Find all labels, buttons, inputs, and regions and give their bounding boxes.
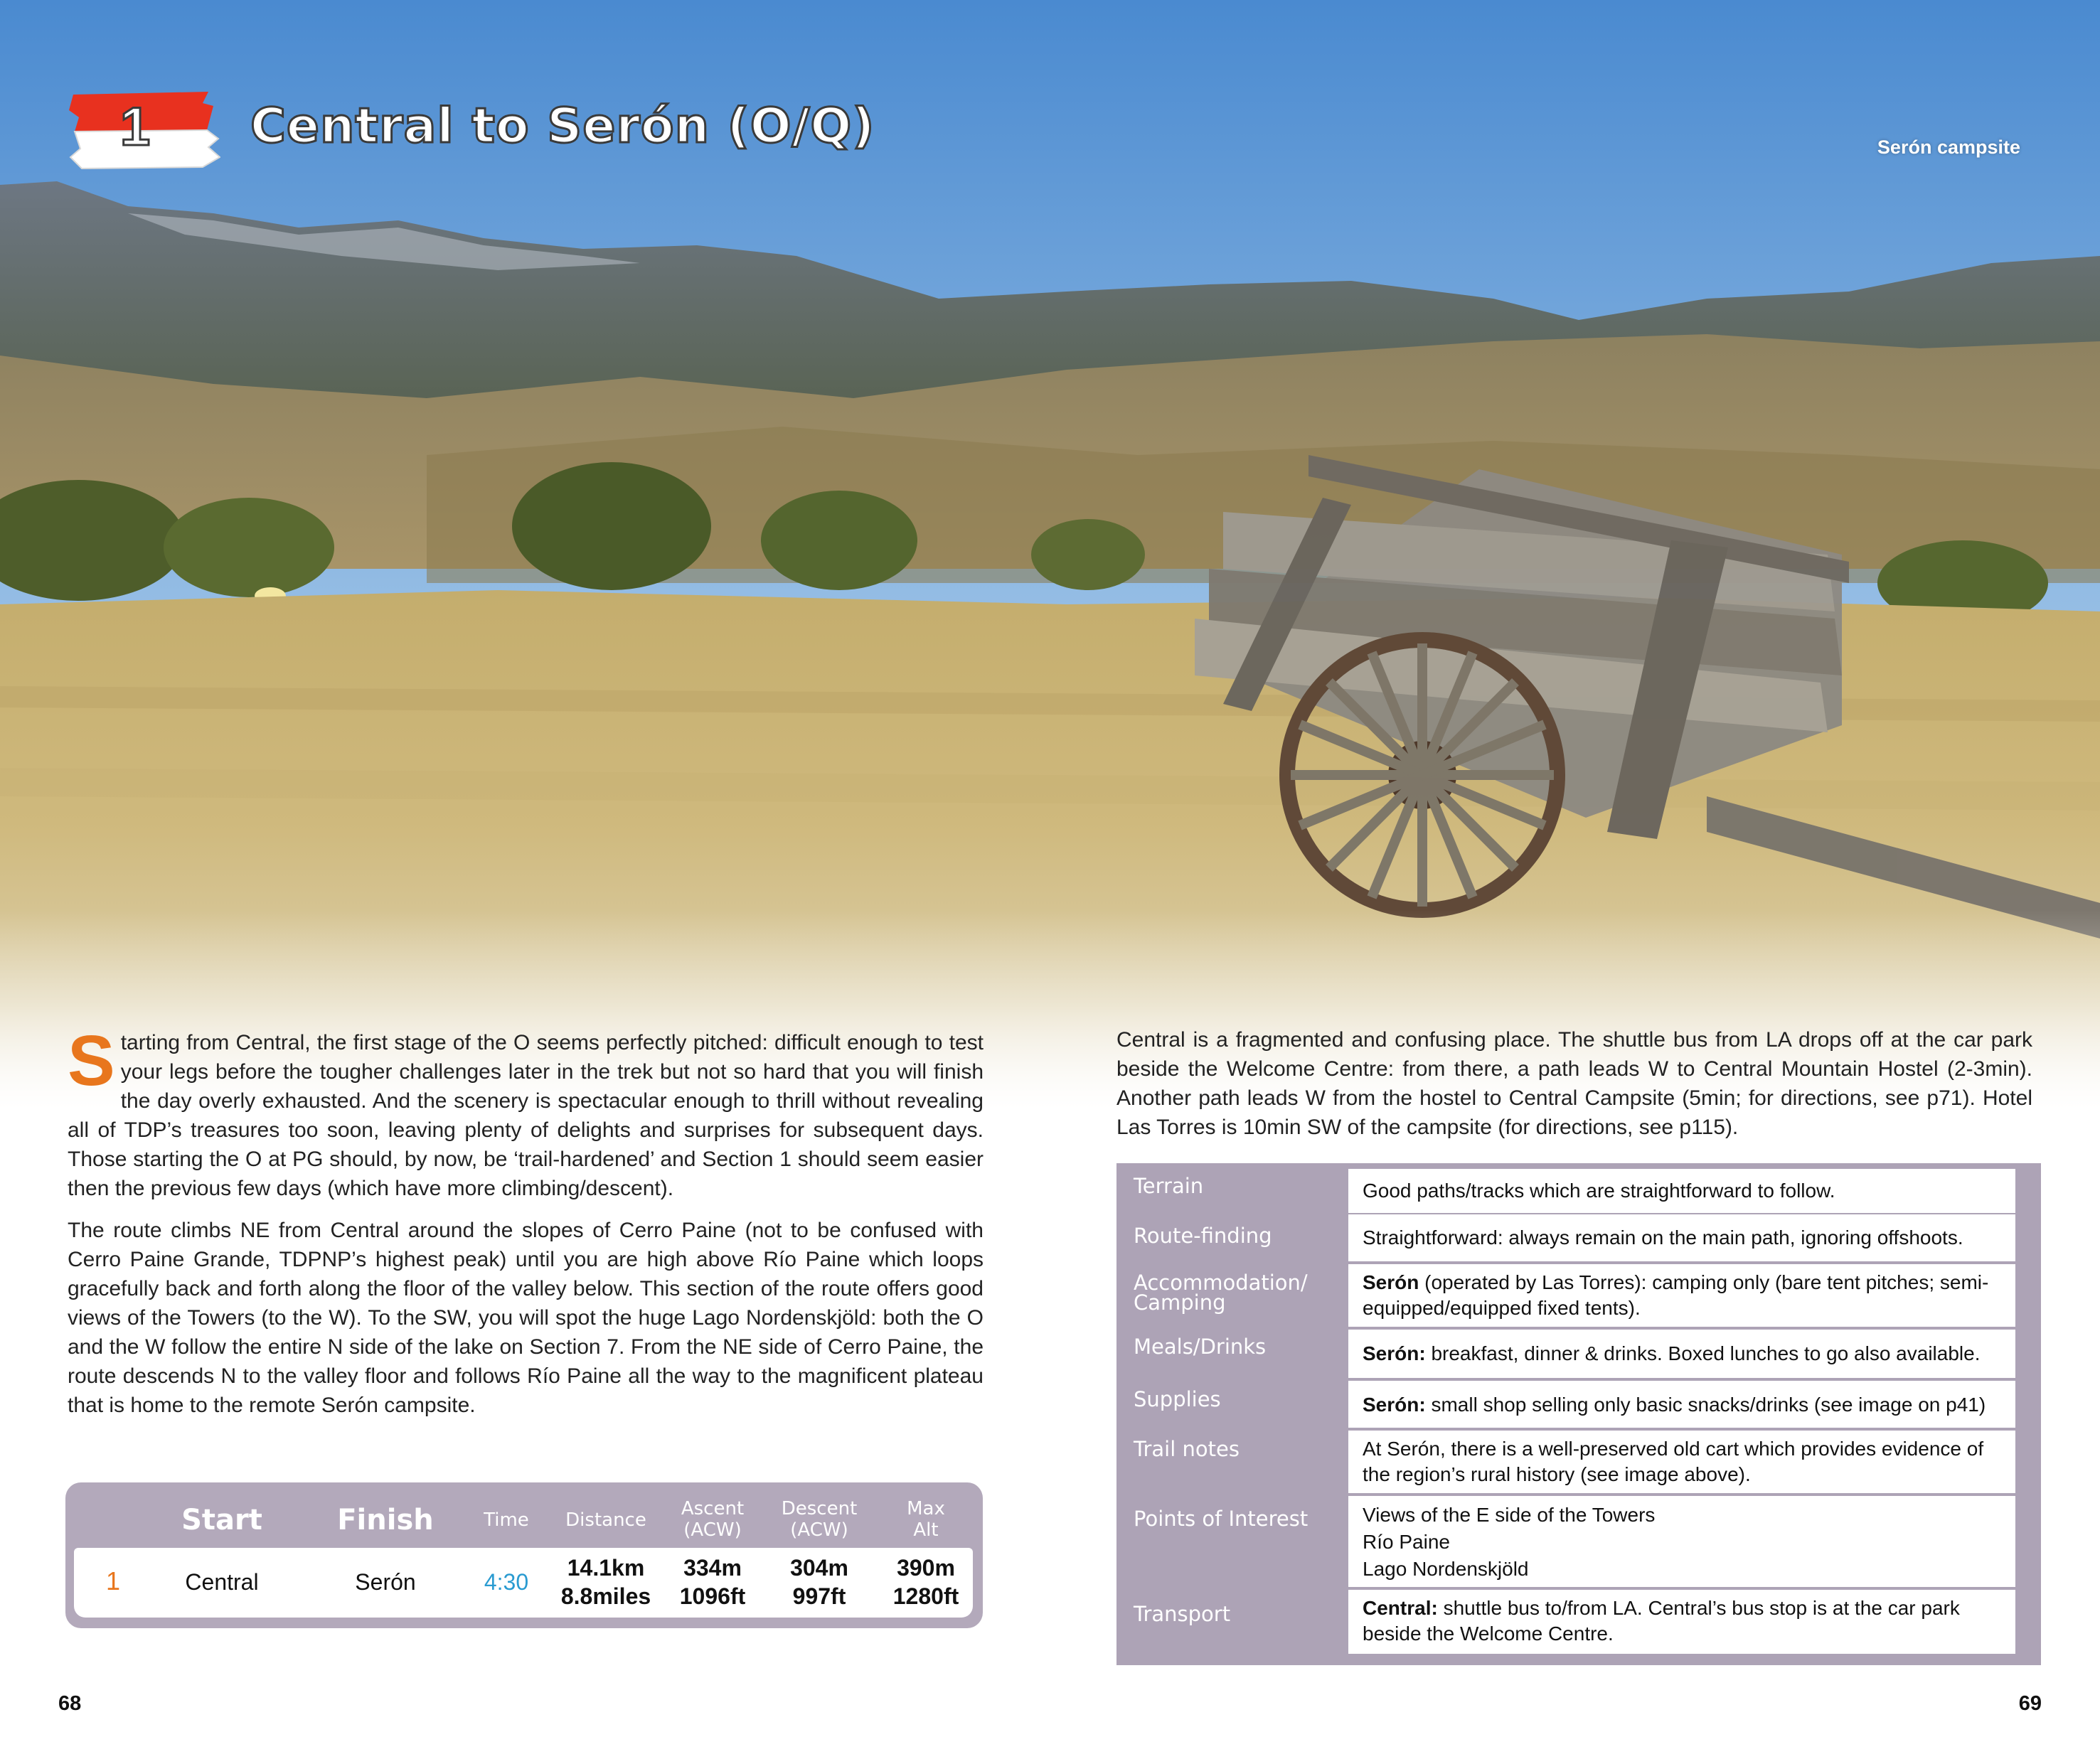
ascent-m: 334m — [683, 1555, 742, 1581]
supplies-value — [1348, 1381, 2015, 1428]
terrain-label: Terrain — [1134, 1174, 1204, 1198]
accommodation-label — [1134, 1273, 1308, 1313]
header-max-label: Max — [907, 1498, 945, 1519]
header-descent-sub: (ACW) — [790, 1519, 848, 1541]
header-max-sub: Alt — [913, 1519, 939, 1541]
info-row-transport — [1116, 1590, 2041, 1665]
page-title: Central to Serón (O/Q) — [250, 98, 875, 154]
header-ascent — [663, 1498, 762, 1541]
maxalt-m: 390m — [897, 1555, 955, 1581]
info-row-meals — [1116, 1330, 2041, 1381]
row-descent — [769, 1554, 869, 1610]
meals-text: breakfast, dinner & drinks. Boxed lunches to go also available. — [1425, 1342, 1981, 1364]
accommodation-label-line1: Accommodation/ — [1134, 1271, 1308, 1295]
poi-label: Points of Interest — [1134, 1507, 1308, 1531]
header-distance: Distance — [565, 1509, 646, 1531]
route-value — [1348, 1214, 2015, 1261]
info-row-route-finding — [1116, 1214, 2041, 1264]
terrain-value — [1348, 1169, 2015, 1213]
row-distance — [549, 1554, 663, 1610]
info-row-trail-notes — [1116, 1431, 2041, 1496]
row-finish: Serón — [355, 1569, 416, 1595]
header-max-alt — [876, 1498, 976, 1541]
poi-item: Río Paine — [1363, 1531, 1450, 1553]
header-time: Time — [484, 1509, 529, 1531]
transport-value — [1348, 1590, 2015, 1654]
ascent-ft: 1096ft — [679, 1583, 746, 1609]
photo-caption: Serón campsite — [1877, 137, 2020, 158]
stage-summary-table — [65, 1482, 983, 1628]
header-start: Start — [181, 1504, 262, 1536]
row-number: 1 — [105, 1566, 121, 1595]
accommodation-bold: Serón — [1363, 1271, 1419, 1293]
distance-km: 14.1km — [567, 1555, 645, 1581]
row-max-alt — [876, 1554, 976, 1610]
page-number-right: 69 — [2018, 1692, 2042, 1715]
header-descent-label: Descent — [781, 1498, 858, 1519]
supplies-text: small shop selling only basic snacks/drinks (see image on p41) — [1425, 1394, 1986, 1416]
descent-m: 304m — [790, 1555, 848, 1581]
meals-label: Meals/Drinks — [1134, 1335, 1267, 1359]
stage-info-table — [1116, 1163, 2041, 1665]
page-number-left: 68 — [58, 1692, 82, 1715]
route-text: Straightforward: always remain on the main path, ignoring offshoots. — [1363, 1226, 1963, 1249]
poi-item: Lago Nordenskjöld — [1363, 1558, 1529, 1580]
meals-value — [1348, 1330, 2015, 1378]
route-label: Route-finding — [1134, 1224, 1272, 1248]
maxalt-ft: 1280ft — [892, 1583, 959, 1609]
stage-badge — [68, 89, 220, 171]
trail-value — [1348, 1431, 2015, 1493]
supplies-bold: Serón: — [1363, 1394, 1426, 1416]
poi-value — [1348, 1496, 2015, 1587]
trail-label: Trail notes — [1134, 1437, 1240, 1461]
supplies-label: Supplies — [1134, 1387, 1221, 1411]
header-ascent-label: Ascent — [681, 1498, 745, 1519]
row-time: 4:30 — [484, 1569, 529, 1595]
stage-number: 1 — [119, 97, 151, 157]
transport-label: Transport — [1134, 1602, 1231, 1626]
row-start: Central — [185, 1569, 259, 1595]
right-column — [1116, 1025, 2032, 1155]
paragraph: The route climbs NE from Central around the slopes of Cerro Paine (not to be confused with Cerro Paine Grande, TDPNP’s highest peak) until you are high above Río Paine which loops gracefully back and forth along the floor of the valley below. This section of the route offers good views of the Towers (to the W). To the SW, you will spot the huge Lago Nordenskjöld: both the O and the W follow the entire N side of the lake on Section 7. From the NE side of Cerro Paine, the route descends N to the valley floor and follows Río Paine all the way to the magnificent plateau that is home to the remote Serón campsite. — [68, 1219, 984, 1417]
descent-ft: 997ft — [792, 1583, 846, 1609]
paragraph: Central is a fragmented and confusing place. The shuttle bus from LA drops off at the car park beside the Welcome Centre: from there, a path leads W to Central Mountain Hostel (2-3min). Another path leads W from the hostel to Central Campsite (5min; for directions, see p71). Hotel Las Torres is 10min SW of the campsite (for directions, see p115). — [1116, 1028, 2032, 1139]
info-row-terrain — [1116, 1163, 2041, 1214]
info-row-points-of-interest — [1116, 1496, 2041, 1590]
meals-bold: Serón: — [1363, 1342, 1426, 1364]
row-ascent — [663, 1554, 762, 1610]
accommodation-label-line2: Camping — [1134, 1290, 1226, 1315]
paragraph — [68, 1021, 984, 1203]
terrain-text: Good paths/tracks which are straightforward to follow. — [1363, 1180, 1835, 1202]
distance-miles: 8.8miles — [560, 1583, 651, 1609]
accommodation-text: (operated by Las Torres): camping only (bare tent pitches; semi-equipped/equipped fixed tents). — [1363, 1271, 1989, 1319]
drop-cap: S — [68, 1021, 115, 1101]
accommodation-value — [1348, 1264, 2015, 1327]
info-row-supplies — [1116, 1381, 2041, 1431]
header-ascent-sub: (ACW) — [683, 1519, 742, 1541]
poi-item: Views of the E side of the Towers — [1363, 1504, 1656, 1526]
trail-text: At Serón, there is a well-preserved old cart which provides evidence of the region’s rural history (see image above). — [1363, 1438, 1984, 1485]
left-column — [68, 1021, 984, 1433]
transport-bold: Central: — [1363, 1597, 1438, 1619]
header-descent — [769, 1498, 869, 1541]
transport-text: shuttle bus to/from LA. Central’s bus stop is at the car park beside the Welcome Centre. — [1363, 1597, 1960, 1645]
table-row — [74, 1548, 973, 1618]
info-row-accommodation — [1116, 1264, 2041, 1330]
header-finish: Finish — [337, 1504, 434, 1536]
paragraph-text: tarting from Central, the first stage of the O seems perfectly pitched: difficult enough to test your legs before the tougher challenges later in the trek but not so hard that you will finish the day overly exhausted. And the scenery is spectacular enough to thrill without revealing all of TDP’s treasures too soon, leaving plenty of delights and surprises for subsequent days. Those starting the O at PG should, by now, be ‘trail-hardened’ and Section 1 should seem easier then the previous few days (which have more climbing/descent). — [68, 1031, 984, 1200]
